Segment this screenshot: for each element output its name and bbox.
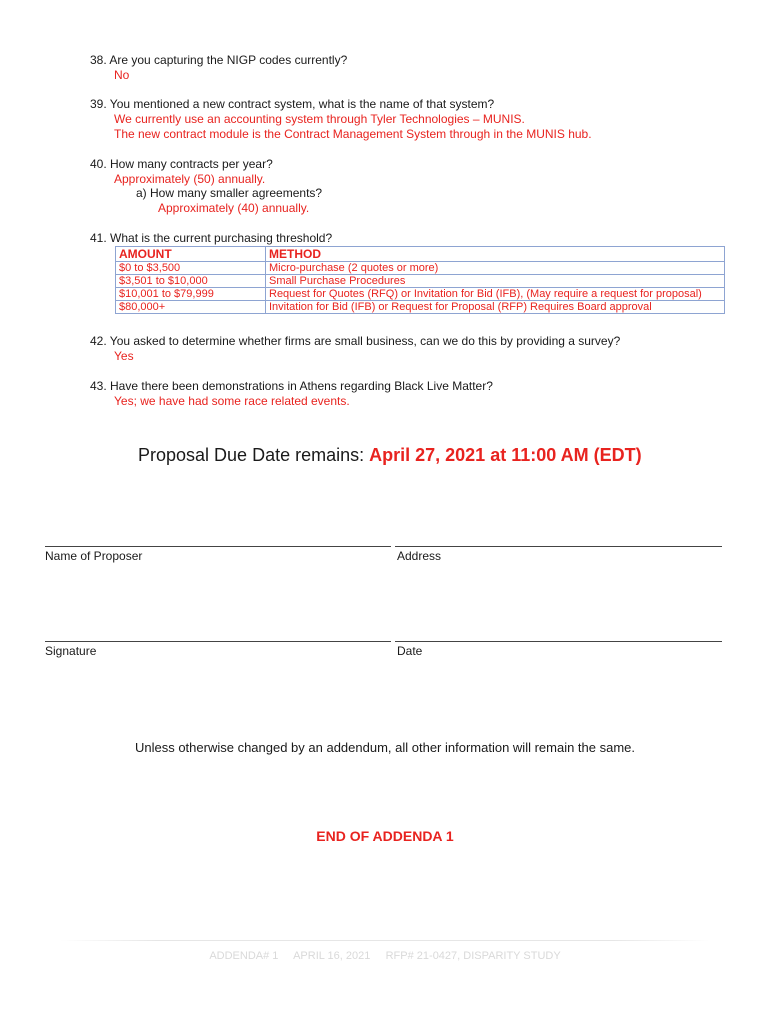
method-cell: Micro-purchase (2 quotes or more) [266,262,725,275]
name-line [45,546,391,547]
name-of-proposer-label: Name of Proposer [45,549,143,563]
address-label: Address [397,549,442,563]
footer-rule [60,940,710,941]
table-row [116,275,725,288]
end-of-addenda: END OF ADDENDA 1 [316,828,454,844]
date-line [395,641,722,642]
answer-43: Yes; we have had some race related events. [114,394,350,408]
due-date-value: April 27, 2021 at 11:00 AM (EDT) [369,445,642,465]
table-header-method: METHOD [266,247,725,262]
amount-cell: $3,501 to $10,000 [116,275,266,288]
question-40: 40. How many contracts per year? [90,157,273,171]
question-43: 43. Have there been demonstrations in Athens regarding Black Live Matter? [90,379,493,393]
question-40a: a) How many smaller agreements? [136,186,323,200]
answer-39-line2: The new contract module is the Contract Management System through in the MUNIS hub. [114,127,592,141]
answer-39-line1: We currently use an accounting system through Tyler Technologies – MUNIS. [114,112,525,126]
date-label: Date [397,644,423,658]
address-line [395,546,722,547]
method-cell: Request for Quotes (RFQ) or Invitation for Bid (IFB), (May require a request for proposal) [266,288,725,301]
table-row [116,262,725,275]
answer-40: Approximately (50) annually. [114,172,266,186]
question-39: 39. You mentioned a new contract system, what is the name of that system? [90,97,495,111]
method-cell: Small Purchase Procedures [266,275,725,288]
answer-40a: Approximately (40) annually. [158,201,310,215]
question-41: 41. What is the current purchasing threshold? [90,231,333,245]
threshold-table [115,246,725,314]
question-42: 42. You asked to determine whether firms are small business, can we do this by providing a survey? [90,334,621,348]
due-date-line [138,444,642,466]
table-header-row [116,247,725,262]
method-cell: Invitation for Bid (IFB) or Request for Proposal (RFP) Requires Board approval [266,301,725,314]
amount-cell: $10,001 to $79,999 [116,288,266,301]
amount-cell: $0 to $3,500 [116,262,266,275]
answer-38: No [114,68,130,82]
table-header-amount: AMOUNT [116,247,266,262]
table-row [116,301,725,314]
answer-42: Yes [114,349,134,363]
signature-line [45,641,391,642]
due-date-label: Proposal Due Date remains: [138,445,365,465]
amount-cell: $80,000+ [116,301,266,314]
table-row [116,288,725,301]
signature-label: Signature [45,644,97,658]
question-38: 38. Are you capturing the NIGP codes currently? [90,53,348,67]
notice-text: Unless otherwise changed by an addendum, all other information will remain the same. [134,740,636,755]
footer-text: ADDENDA# 1 APRIL 16, 2021 RFP# 21-0427, DISPARITY STUDY [209,950,561,962]
